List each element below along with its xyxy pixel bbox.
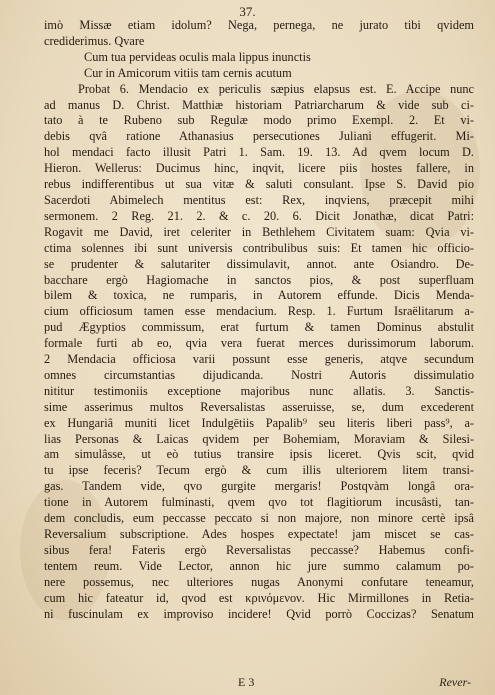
signature-mark: E 3 xyxy=(238,675,255,689)
text-line: ad manus D. Christ. Matthiæ historiam Patriarcharum & vide sub ci- xyxy=(44,97,474,112)
text-body xyxy=(44,18,474,622)
text-line: cum hic fateatur id, qvod est κρινόμενον. Hic Mirmillones in Retia- xyxy=(44,590,474,605)
text-line: sime asserimus multos Reversalistas asseruisse, se, dum excederent xyxy=(44,399,474,414)
text-line: omnes circumstantias dijudicanda. Nostri Autoris dissimulatio xyxy=(44,367,474,382)
text-line: se prudenter & salutariter dissimulavit, annot. ante Osiandro. De- xyxy=(44,256,474,271)
text-line: ctima solennes ibi sunt universis contribulibus suis: Et tamen hic officio- xyxy=(44,240,474,255)
text-line: Hieron. Wellerus: Ducimus hinc, inqvit, licere piis hostes fallere, in xyxy=(44,161,474,176)
text-line: tentem reum. Vide Lector, annon hic jure summo calamum po- xyxy=(44,558,474,573)
text-line: Cur in Amicorum vitiis tam cernis acutum xyxy=(84,65,292,80)
text-line: tione in Autorem fulminasti, qvem qvo tot flagitiorum incusâsti, tan- xyxy=(44,495,474,510)
text-line: tu ipse feceris? Tecum ergò & cum illis ulteriorem litem transi- xyxy=(44,463,474,478)
text-line: rebus indifferentibus ut sua vitæ & saluti consulant. Ipse S. David pio xyxy=(44,177,474,192)
text-line: ni fuscinulam ex improviso incidere! Qvid porrò Coccizas? Senatum xyxy=(44,606,474,621)
text-line: gas. Tandem vide, qvo gurgite mergaris! Postqvàm longâ ora- xyxy=(44,479,474,494)
text-line: Reversalium subscriptione. Ades hospes expectate! jam miscet se cas- xyxy=(44,527,474,541)
text-line: 2 Mendacia officiosa varii possunt esse generis, atqve secundum xyxy=(44,352,474,367)
text-line: formale furti ab eo, qvia vera fuerat merces durissimorum laborum. xyxy=(44,336,474,351)
text-line: crediderimus. Qvare xyxy=(44,33,145,48)
text-line: bilem & toxica, ne rumparis, in Autorem effunde. Dicis Menda- xyxy=(44,288,474,303)
text-line: ex Hungariâ muniti licet Indulgētiis Papalib⁹ seu literis liberi pass⁹, a- xyxy=(44,415,474,430)
text-line: debis qvâ ratione Athanasius persecutiones Juliani effugerit. Mi- xyxy=(44,129,474,144)
text-line: imò Missæ etiam idolum? Nega, pernega, ne jurato tibi qvidem xyxy=(44,18,474,32)
text-line: sibus fera! Fateris ergò Reversalistas peccasse? Habemus confi- xyxy=(44,542,474,557)
text-line: bacchare ergò Hagiomache in sanctos pios, & post superfluam xyxy=(44,272,474,287)
text-line: tato à te Rubeno sub Regulæ modo primo Exempl. 2. Et vi- xyxy=(44,113,474,128)
text-line: sermonem. 2 Reg. 21. 2. & c. 20. 6. Dicit Jonathæ, dicat Patri: xyxy=(44,208,474,223)
text-line: Cum tua pervideas oculis mala lippus inunctis xyxy=(84,49,311,64)
text-line: am simulâsse, ut eò tutius transire ipsis liceret. Qvis scit, qvid xyxy=(44,447,474,462)
text-line: nititur testimoniis exceptione majoribus nunc allatis. 3. Sanctis- xyxy=(44,383,474,398)
text-line: hol mendaci facto illusit Patri 1. Sam. 19. 13. Ad qvem locum D. xyxy=(44,145,474,160)
page-footer xyxy=(0,675,495,691)
catchword: Rever- xyxy=(439,675,471,689)
text-line: dem concludis, eum peccasse peccato si non majore, non minore certè ipsâ xyxy=(44,511,474,526)
text-line: lias Personas & Laicas qvidem per Bohemiam, Moraviam & Silesi- xyxy=(44,431,474,446)
text-line: Sacerdoti Abimelech mentitus est: Rex, inqviens, præcepit mihi xyxy=(44,192,474,207)
text-line: nere possemus, nec ulteriores nugas Anonymi confutare teneamur, xyxy=(44,574,474,589)
page-number: 37. xyxy=(239,4,256,19)
text-line: cium officiosum tamen esse mendacium. Resp. 1. Furtum Israëlitarum a- xyxy=(44,304,474,319)
text-line: pud Ægyptios commissum, erat furtum & tamen Dominus abstulit xyxy=(44,320,474,335)
text-line: Rogavit me David, iret celeriter in Bethlehem Civitatem suam: Qvia vi- xyxy=(44,224,474,239)
text-line: Probat 6. Mendacio ex periculis sæpius elapsus est. E. Accipe nunc xyxy=(78,81,474,96)
